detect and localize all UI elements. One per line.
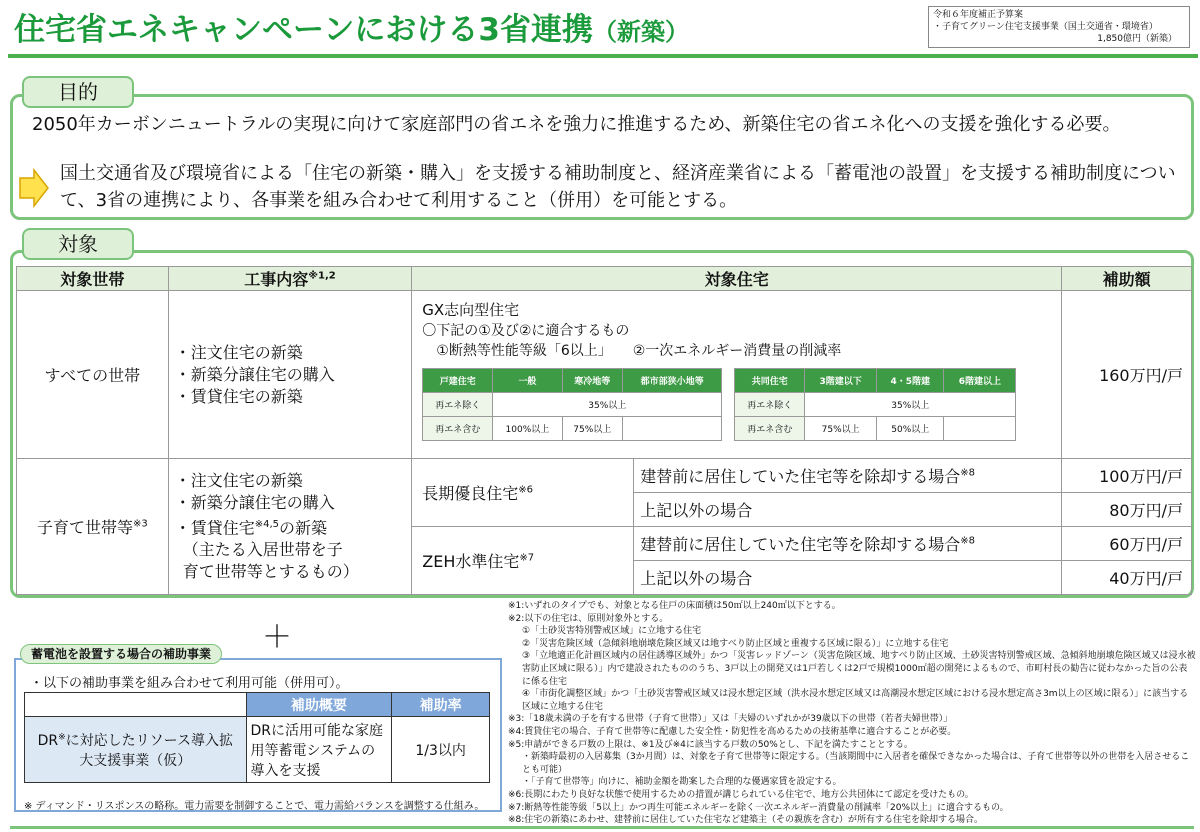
note-6: ※6:長期にわたり良好な状態で使用するための措置が講じられている住宅で、地方公共団体にて認定を受けたもの。	[508, 789, 974, 800]
battery-header-blank	[25, 693, 247, 717]
note-2-1: ①「土砂災害特別警戒区域」に立地する住宅	[522, 626, 702, 637]
budget-line1: 令和６年度補正予算案	[933, 10, 1024, 20]
amount-zeh-other: 40万円/戸	[1062, 561, 1192, 595]
bottom-border	[10, 826, 1194, 829]
amount-long-other: 80万円/戸	[1062, 493, 1192, 527]
case-demolish-1: 建替前に居住していた住宅等を除却する場合$^{※8}$	[634, 459, 1062, 493]
col-amount: 補助額	[1062, 267, 1192, 291]
battery-header-rate: 補助率	[392, 693, 490, 717]
gx-condition: 〇下記の①及び②に適合するもの	[422, 323, 630, 339]
note-2-2: ②「災害危険区域（急傾斜地崩壊危険区域又は地すべり防止区域と重複する区域に限る）」に立地する住宅	[522, 638, 949, 649]
budget-line3: 1,850億円（新築）	[1097, 34, 1177, 44]
budget-box	[928, 6, 1190, 48]
col-works: 工事内容$^{※1,2}$	[168, 267, 412, 291]
note-1: ※1:いずれのタイプでも、対象となる住戸の床面積は50㎡以上240㎡以下とする。	[508, 601, 841, 611]
col-household: 対象世帯	[17, 267, 169, 291]
plus-sign: ＋	[262, 620, 292, 655]
target-table	[16, 266, 1192, 595]
gx-items: ①断熱等性能等級「6以上」 ②一次エネルギー消費量の削減率	[436, 343, 842, 359]
purpose-tab: 目的	[22, 76, 134, 108]
battery-summary: DRに活用可能な家庭用等蓄電システムの導入を支援	[246, 717, 392, 783]
case-demolish-2: 建替前に居住していた住宅等を除却する場合$^{※8}$	[634, 527, 1062, 561]
battery-table	[24, 692, 490, 783]
case-other-2: 上記以外の場合	[634, 561, 1062, 595]
battery-tab: 蓄電池を設置する場合の補助事業	[20, 644, 222, 664]
amount-gx: 160万円/戸	[1062, 291, 1192, 459]
detached-criteria-table: 戸建住宅 一般 寒冷地等 都市部狭小地等 再エネ除く 35%以上 再エネ含む 100%以上 75%以上	[422, 368, 722, 441]
note-2-4: ④「市街化調整区域」かつ「土砂災害警戒区域又は浸水想定区域（洪水浸水想定区域又は高潮浸水想定区域における浸水想定高さ3m以上の区域に限る）」に該当する区域に立地する住宅	[522, 689, 1189, 712]
target-tab: 対象	[22, 228, 134, 260]
works-childcare: ・注文住宅の新築 ・新築分譲住宅の購入 ・賃貸住宅$^{※4,5}$の新築 （主たる入居世帯を子 育て世帯等とするもの）	[168, 459, 412, 595]
note-2-3: ③「立地適正化計画区域内の居住誘導区域外」かつ「災害レッドゾーン（災害危険区域、地すべり防止区域、土砂災害特別警戒区域、急傾斜地崩壊危険区域又は浸水被害防止区域に限る）」内で建設されたもののうち、3戸以上の開発又は1戸若しくは2戸で規模1000㎡超の開発によるもので、市町村長の勧告に従わなかった旨の公表に係る住宅	[522, 651, 1196, 687]
arrow-right-icon	[18, 168, 50, 208]
collective-criteria-table: 共同住宅 3階建以下 4・5階建 6階建以上 再エネ除く 35%以上 再エネ含む 75%以上 50%以上	[734, 368, 1016, 441]
household-childcare: 子育て世帯等$^{※3}$	[17, 459, 169, 595]
household-all: すべての世帯	[17, 291, 169, 459]
amount-long-demolish: 100万円/戸	[1062, 459, 1192, 493]
purpose-text-2: 国土交通省及び環境省による「住宅の新築・購入」を支援する補助制度と、経済産業省による「蓄電池の設置」を支援する補助制度について、3省の連携により、各事業を組み合わせて利用すること（併用）を可能とする。	[60, 163, 1176, 211]
purpose-text-1: 2050年カーボンニュートラルの実現に向けて家庭部門の省エネを強力に推進するため、新築住宅の省エネ化への支援を強化する必要。	[32, 114, 1121, 135]
footnotes	[508, 600, 1196, 827]
note-8: ※8:住宅の新築にあわせ、建替前に居住していた住宅など建築主（その親族を含む）が所有する住宅を除却する場合。	[508, 815, 984, 826]
battery-rate: 1/3以内	[392, 717, 490, 783]
note-5-2: ・「子育て世帯等」向けに、補助金額を勘案した合理的な優遇家賃を設定する。	[522, 777, 842, 788]
works-all: ・注文住宅の新築 ・新築分譲住宅の購入 ・賃貸住宅の新築	[168, 291, 412, 459]
note-5-1: ・新築時最初の入居募集（3か月間）は、対象を子育て世帯等に限定する。（当該期間中に入居者を確保できなかった場合は、子育て世帯等以外の世帯を入居させることも可能）	[522, 752, 1190, 775]
page-title: 住宅省エネキャンペーンにおける3省連携（新築）	[14, 12, 689, 48]
dr-footnote: ※ ディマンド・リスポンスの略称。電力需要を制御することで、電力需給バランスを調整する仕組み。	[24, 801, 485, 812]
gx-title: GX志向型住宅	[422, 301, 520, 319]
battery-header-summary: 補助概要	[246, 693, 392, 717]
note-4: ※4:賃貸住宅の場合、子育て世帯等に配慮した安全性・防犯性を高めるための技術基準に適合することが必要。	[508, 726, 957, 737]
case-other-1: 上記以外の場合	[634, 493, 1062, 527]
note-5: ※5:申請ができる戸数の上限は、※1及び※4に該当する戸数の50%とし、下記を満たすこととする。	[508, 739, 913, 750]
gx-housing-cell	[412, 291, 1062, 459]
budget-line2: ・子育てグリーン住宅支援事業（国土交通省・環境省）	[933, 22, 1158, 32]
battery-program-name: DR※に対応したリソース導入拡大支援事業（仮）	[25, 717, 247, 783]
amount-zeh-demolish: 60万円/戸	[1062, 527, 1192, 561]
battery-note: ・以下の補助事業を組み合わせて利用可能（併用可）。	[30, 676, 349, 691]
note-2: ※2:以下の住宅は、原則対象外とする。	[508, 613, 669, 624]
title-underline	[8, 54, 1198, 58]
col-housing: 対象住宅	[412, 267, 1062, 291]
zeh-housing: ZEH水準住宅$^{※7}$	[412, 527, 634, 595]
note-3: ※3:「18歳未満の子を有する世帯（子育て世帯）」又は「夫婦のいずれかが39歳以下の世帯（若者夫婦世帯）」	[508, 714, 953, 725]
note-7: ※7:断熱等性能等級「5以上」かつ再生可能エネルギーを除く一次エネルギー消費量の削減率「20%以上」に適合するもの。	[508, 802, 1009, 813]
long-life-housing: 長期優良住宅$^{※6}$	[412, 459, 634, 527]
